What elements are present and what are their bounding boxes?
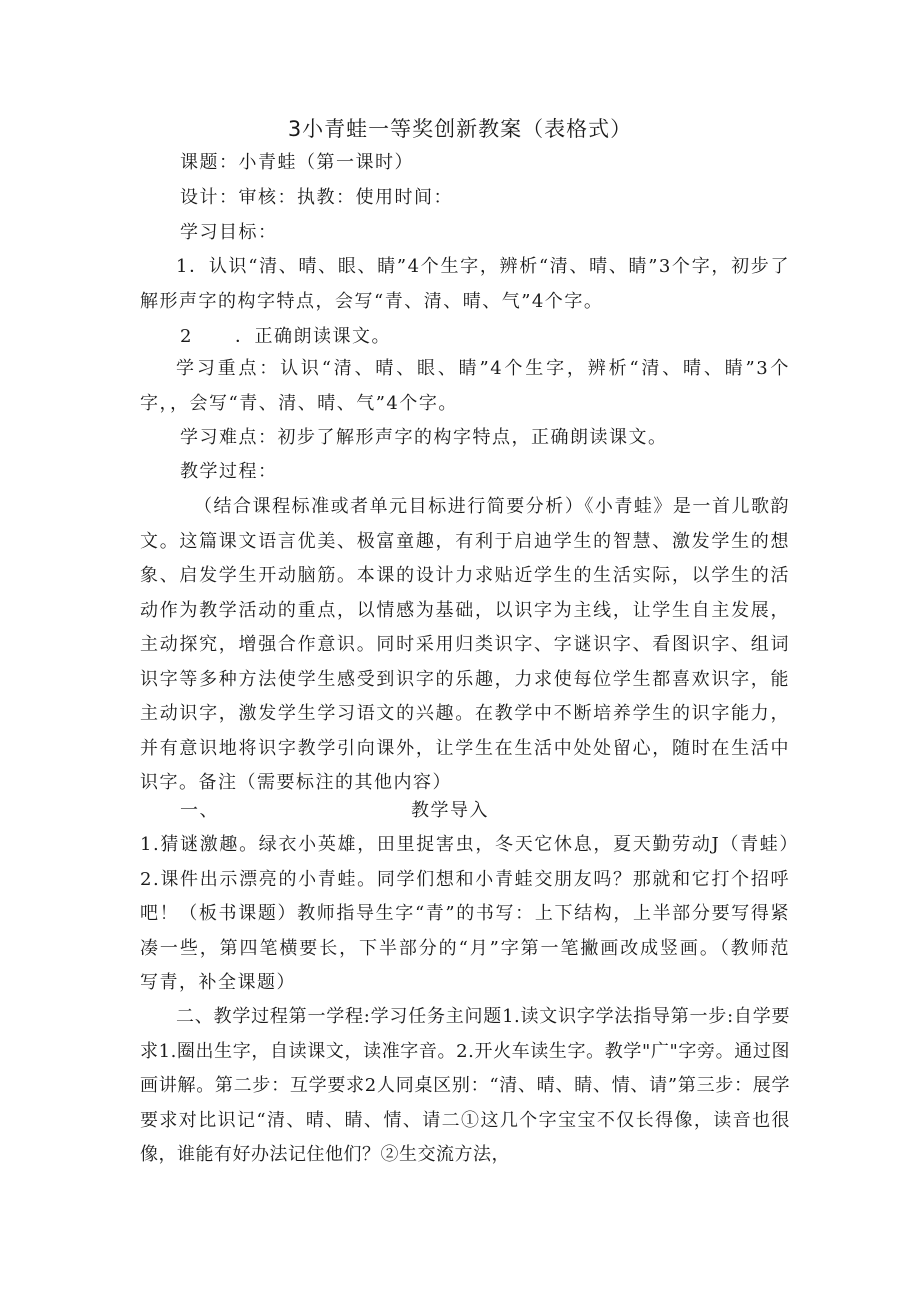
goal-2-text: ．正确朗读课文。 [234,326,391,347]
difficulty-line: 学习难点：初步了解形声字的构字特点，正确朗读课文。 [180,427,668,448]
goals-label: 学习目标： [180,222,278,243]
goal-2-number: 2 [180,326,193,347]
analysis-paragraph: （结合课程标准或者单元目标进行简要分析）《小青蛙》是一首儿歌韵文。这篇课文语言优美、极富童趣，有利于启迪学生的智慧、激发学生的想象、启发学生开动脑筋。本课的设计力求贴近学生的生活实际，以学生的活动作为教学活动的重点，以情感为基础，以识字为主线，让学生自主发展，主动探究，增强合作意识。同时采用归类识字、字谜识字、看图识字、组词识字等多种方法使学生感受到识字的乐趣，力求使每位学生都喜欢识字，能主动识字，激发学生学习语文的兴趣。在教学中不断培养学生的识字能力，并有意识地将识字教学引向课外，让学生在生活中处处留心，随时在生活中识字。备注（需要标注的其他内容） [140,496,790,793]
section-2-paragraph: 二、教学过程第一学程:学习任务主问题1.读文识字学法指导第一步:自学要求1.圈出生字，自读课文，读准字音。2.开火车读生字。教学"广"字旁。通过图画讲解。第二步：互学要求2人同桌区别：“清、晴、睛、情、请”第三步：展学要求对比识记“清、晴、睛、情、请二①这几个字宝宝不仅长得像，读音也很像，谁能有好办法记住他们？②生交流方法， [140,1006,790,1165]
goal-2 [180,322,391,352]
intro-paragraph: 1.猜谜激趣。绿衣小英雄，田里捉害虫，冬天它休息，夏天勤劳动J（青蛙）2.课件出示漂亮的小青蛙。同学们想和小青蛙交朋友吗？那就和它打个招呼吧！（板书课题）教师指导生字“青”的书写：上下结构，上半部分要写得紧凑一些，第四笔横要长，下半部分的“月”字第一笔撇画改成竖画。（教师范写青，补全课题） [140,834,790,993]
document-title: 3小青蛙一等奖创新教案（表格式） [287,117,633,141]
process-label: 教学过程： [180,461,278,482]
key-points: 学习重点：认识“清、晴、眼、睛”4个生字，辨析“清、晴、睛”3个字，，会写“青、清、晴、气”4个字。 [140,358,790,414]
course-line: 课题：小青蛙（第一课时） [180,152,414,173]
section-1-title: 教学导入 [411,800,489,821]
design-line: 设计：审核：执教：使用时间： [180,187,453,208]
goal-1: 1．认识“清、晴、眼、睛”4个生字，辨析“清、晴、睛”3个字，初步了解形声字的构字特点，会写“青、清、晴、气”4个字。 [140,256,790,312]
section-1-number: 一、 [180,800,219,821]
